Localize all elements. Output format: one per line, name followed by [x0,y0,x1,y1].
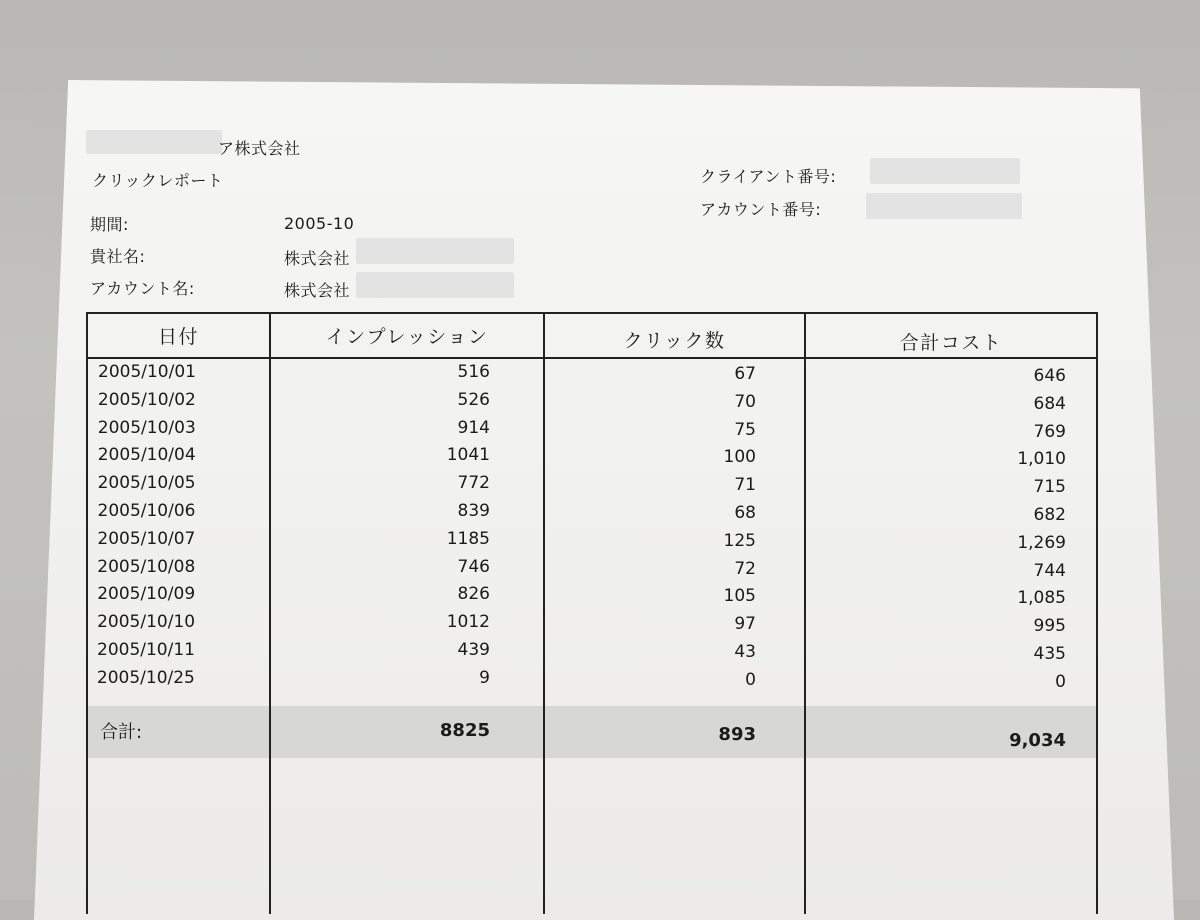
row-date: 2005/10/10 [97,612,196,633]
row-impressions: 1185 [446,528,490,549]
redaction-account-number [866,193,1022,219]
row-clicks: 75 [734,419,756,440]
row-date: 2005/10/09 [97,584,196,605]
row-cost: 684 [1033,393,1066,414]
column-header-cost: 合計コスト [899,332,1003,354]
total-clicks: 893 [718,724,756,745]
row-clicks: 68 [734,503,756,523]
column-divider-3 [804,314,806,914]
row-impressions: 839 [457,501,490,521]
redaction-account-name [356,272,514,298]
account-number-label: アカウント番号: [700,200,822,219]
row-cost: 1,085 [1017,588,1066,609]
redaction-company-name [356,238,514,264]
row-date: 2005/10/03 [97,417,196,438]
period-label: 期間: [90,215,129,234]
redaction-company-prefix [86,130,222,154]
row-cost: 682 [1033,505,1066,525]
account-name-value: 株式会社 [284,281,351,300]
header-divider [88,357,1096,359]
row-date: 2005/10/08 [97,556,196,577]
row-clicks: 97 [734,614,756,635]
row-date: 2005/10/07 [97,528,196,549]
row-clicks: 67 [734,364,756,384]
row-impressions: 746 [457,556,490,577]
row-date: 2005/10/25 [96,667,195,688]
row-clicks: 43 [734,642,756,662]
row-date: 2005/10/06 [97,501,196,521]
row-date: 2005/10/11 [97,640,195,660]
row-cost: 435 [1033,644,1066,664]
total-impressions: 8825 [439,720,490,741]
row-clicks: 125 [723,530,756,551]
row-cost: 995 [1033,616,1066,637]
row-clicks: 0 [745,669,756,690]
row-clicks: 71 [734,475,756,496]
row-date: 2005/10/04 [97,445,196,466]
row-date: 2005/10/02 [97,389,196,410]
row-cost: 0 [1055,671,1066,692]
row-impressions: 9 [479,667,490,688]
row-cost: 646 [1033,366,1066,386]
row-clicks: 70 [734,391,756,412]
row-cost: 744 [1033,560,1066,581]
column-header-date: 日付 [157,326,199,348]
row-cost: 715 [1033,477,1066,498]
total-row-background [88,706,1096,758]
row-clicks: 100 [723,447,756,468]
row-impressions: 914 [457,417,490,438]
row-impressions: 1041 [446,445,490,466]
report-title: クリックレポート [92,171,224,190]
row-date: 2005/10/01 [98,362,196,382]
period-value: 2005-10 [284,214,355,233]
row-clicks: 105 [723,586,756,607]
row-cost: 1,269 [1017,532,1066,553]
row-clicks: 72 [734,558,756,579]
column-divider-2 [543,314,545,914]
row-impressions: 1012 [446,612,490,633]
row-cost: 1,010 [1017,449,1066,470]
column-header-impressions: インプレッション [325,326,489,348]
total-label: 合計: [100,722,143,743]
row-impressions: 516 [457,362,490,382]
row-impressions: 526 [457,389,490,410]
row-cost: 769 [1033,421,1066,442]
row-impressions: 772 [457,473,490,494]
column-header-clicks: クリック数 [623,330,726,352]
company-name-label: 貴社名: [90,247,146,266]
company-name-value: 株式会社 [284,249,351,268]
row-date: 2005/10/05 [97,473,196,494]
company-name: ア株式会社 [218,139,301,158]
column-divider-1 [269,314,271,914]
report-table [86,312,1098,914]
total-cost: 9,034 [1009,730,1066,751]
row-impressions: 439 [457,640,490,660]
row-impressions: 826 [457,584,490,605]
redaction-client-number [870,158,1020,184]
account-name-label: アカウント名: [90,279,195,298]
client-number-label: クライアント番号: [700,167,837,186]
